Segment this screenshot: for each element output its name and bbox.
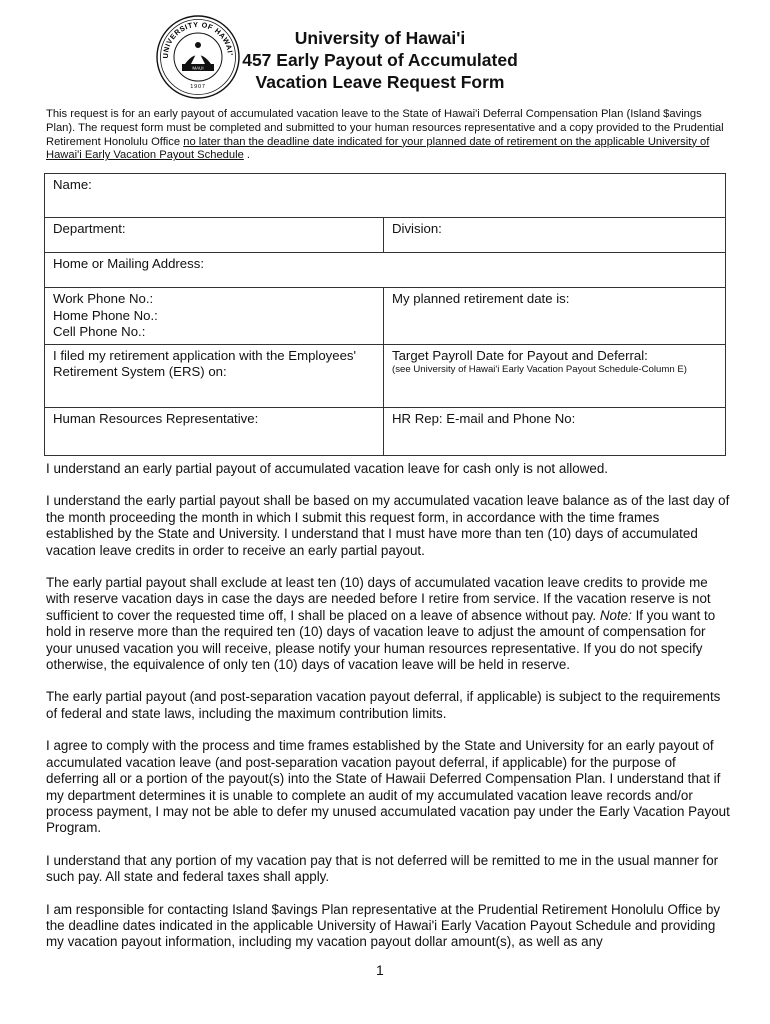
address-field[interactable] xyxy=(45,253,726,288)
ers-label-line-1: I filed my retirement application with the Employees' xyxy=(53,347,357,363)
retirement-date-label: My planned retirement date is: xyxy=(392,291,570,306)
paragraph-3-part-a: The early partial payout shall exclude at least ten (10) days of accumulated vacation leave credits to provide me with reserve vacation days in case the days are needed before I retire from service. If the vacation reserve is not sufficient to cover the requested time off, I shall be placed on a leave of absence without pay. xyxy=(46,575,711,623)
terms-section xyxy=(46,461,730,967)
ers-date-field[interactable] xyxy=(45,344,384,407)
seal-ring-text: UNIVERSITY OF HAWAI' xyxy=(160,19,235,59)
retirement-date-field[interactable] xyxy=(384,288,726,345)
hr-contact-field[interactable] xyxy=(384,407,726,455)
name-field[interactable] xyxy=(45,174,726,218)
paragraph-4: The early partial payout (and post-separation vacation payout deferral, if applicable) is subject to the requirements of federal and state laws, including the maximum contribution limits. xyxy=(46,689,721,721)
phone-fields[interactable] xyxy=(45,288,384,345)
paragraph-2: I understand the early partial payout shall be based on my accumulated vacation leave balance as of the last day of the month proceeding the month in which I submit this request form, in accordance with the time frames established by the State and University. I understand that I must have more than ten (10) days of accumulated vacation leave credits in order to receive an early partial payout. xyxy=(46,493,730,558)
seal-bottom-text: 1907 xyxy=(190,84,206,90)
division-field[interactable] xyxy=(384,218,726,253)
target-payroll-label: Target Payroll Date for Payout and Deferral: xyxy=(392,347,648,363)
paragraph-5: I agree to comply with the process and time frames established by the State and University for an early payout of accumulated vacation leave (and post-separation vacation payout deferral, if applicable) for the purpose of deferring all or a portion of the payout(s) into the State of Hawaii Deferred Compensation Plan. I understand that if my department determines it is unable to complete an audit of my accumulated vacation leave records and/or process payment, I may not be able to defer my unused accumulated vacation pay under the Early Vacation Payout Program. xyxy=(46,738,730,836)
division-label: Division: xyxy=(392,221,442,236)
cell-phone-label: Cell Phone No.: xyxy=(53,324,146,339)
paragraph-6: I understand that any portion of my vacation pay that is not deferred will be remitted to me in the usual manner for such pay. All state and federal taxes shall apply. xyxy=(46,852,719,885)
title-line-2: 457 Early Payout of Accumulated xyxy=(242,50,518,70)
department-field[interactable] xyxy=(45,218,384,253)
title-line-3: Vacation Leave Request Form xyxy=(255,72,505,92)
request-form-table xyxy=(44,173,726,456)
paragraph-7: I am responsible for contacting Island $avings Plan representative at the Prudential Retirement Honolulu Office by the deadline dates indicated in the applicable University of Hawai'i Early Vacation Payout Schedule and providing my vacation payout information, including my vacation payout dollar amount(s), as well as any xyxy=(46,901,721,950)
target-payroll-field[interactable] xyxy=(384,344,726,407)
paragraph-3-part-b: If you want to hold in reserve more than the required ten (10) days of vacation leave to adjust the amount of compensation for your unused vacation you will receive, please notify your human resources representative. If you do not specify otherwise, the equivalence of only ten (10) days of vacation leave will be held in reserve. xyxy=(46,607,716,673)
intro-paragraph xyxy=(46,108,726,163)
title-line-1: University of Hawai'i xyxy=(294,28,466,48)
seal-banner-text: MAUI xyxy=(192,65,204,71)
work-phone-label: Work Phone No.: xyxy=(53,291,154,306)
hr-rep-field[interactable] xyxy=(45,407,384,455)
intro-end: . xyxy=(243,149,251,162)
hr-contact-label: HR Rep: E-mail and Phone No: xyxy=(392,410,576,426)
paragraph-3-note: Note: xyxy=(599,607,632,623)
paragraph-1: I understand an early partial payout of accumulated vacation leave for cash only is not allowed. xyxy=(46,461,608,476)
form-title xyxy=(210,27,550,93)
hr-rep-label: Human Resources Representative: xyxy=(53,410,259,426)
ers-label-line-2: Retirement System (ERS) on: xyxy=(53,364,227,379)
intro-deadline-text: no later than the deadline date indicated for your planned date of retirement on the applicable University of Hawai'i Early Vacation Payout Schedule xyxy=(46,135,710,162)
page-number: 1 xyxy=(376,962,384,978)
address-label: Home or Mailing Address: xyxy=(53,256,204,271)
name-label: Name: xyxy=(53,177,92,192)
target-payroll-note: (see University of Hawai'i Early Vacation Payout Schedule-Column E) xyxy=(392,364,687,375)
department-label: Department: xyxy=(53,221,126,236)
home-phone-label: Home Phone No.: xyxy=(53,307,158,323)
paragraph-3 xyxy=(46,575,730,673)
intro-text: This request is for an early payout of accumulated vacation leave to the State of Hawai'i Deferral Compensation Plan (Island $avings Plan). The request form must be completed and submitted to your human resources representative and a copy provided to the Prudential Retirement Honolulu Office xyxy=(46,108,724,148)
